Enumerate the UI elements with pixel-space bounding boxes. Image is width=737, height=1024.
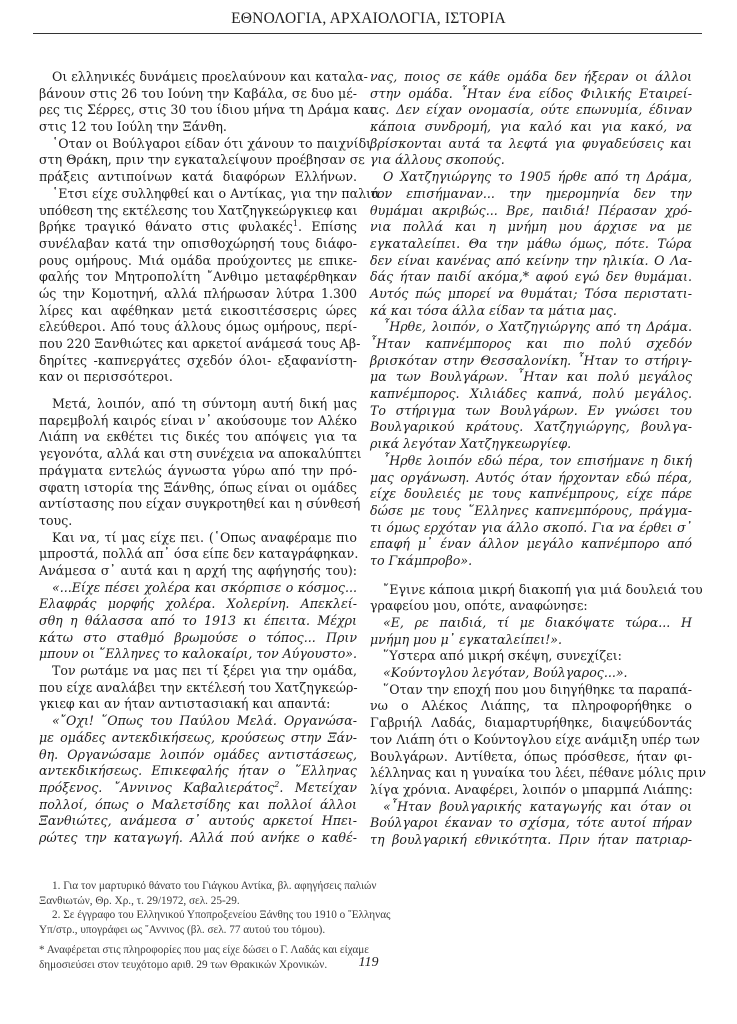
- text-line: Λιάπη να εκθέτει τις δικές του απόψεις για τα: [39, 429, 357, 445]
- quotation: [39, 713, 357, 847]
- quotation: [370, 169, 692, 319]
- quotation: [370, 319, 692, 453]
- text-line: στη Θράκη, πριν την εγκαταλείψουν προέβησαν σε: [39, 152, 365, 168]
- text-line: πράγματα εντελώς άγνωστα γύρω από την πρό-: [39, 462, 357, 478]
- text-line: ῞Υστερα από μικρή σκέψη, συνεχίζει:: [383, 648, 622, 664]
- text-line: Ο Χατζηγιώργης το 1905 ήρθε από τη Δράμα,: [383, 169, 692, 185]
- paragraph-gap: [39, 386, 357, 396]
- text-line: αντεκδικήσεως. Επικεφαλής ήταν ο ῞Ελληνας: [39, 763, 357, 779]
- text-line: ῞Οταν την εποχή που μου διηγήθηκε τα παραπά-: [383, 681, 692, 697]
- paragraph-gap: [370, 570, 692, 582]
- footnote-line: Ξανθιωτών, Θρ. Χρ., τ. 29/1972, σελ. 25-29.: [39, 894, 240, 907]
- text-line: θη. Οργανώσαμε λοιπόν ομάδες αντιστάσεως,: [39, 746, 357, 762]
- text-fragment: . Μετείχαν: [279, 779, 357, 795]
- quotation: [39, 580, 357, 663]
- text-line: Ξανθιώτες, ανάμεσα σ᾽ αυτούς αρκετοί Ηπει-: [39, 813, 357, 829]
- text-line: καπνέμπορος. Χιλιάδες καπνά, πολύ μεγάλος.: [370, 386, 692, 402]
- text-line: Τον ρωτάμε να μας πει τί ξέρει για την ομάδα,: [52, 663, 357, 679]
- text-line: μας οργάνωση. Αυτός όταν ήρχονταν εδώ πέρα,: [370, 469, 692, 485]
- text-line: βρισκόταν στην Θεσσαλονίκη. ῏Ηταν το στήριγ-: [370, 352, 692, 368]
- text-line: «...Είχε πέσει χολέρα και σκόρπισε ο κόσμος...: [52, 579, 357, 595]
- text-line: βρίσκονται αυτά τα λεφτά για φυγαδεύσεις και: [370, 135, 692, 151]
- running-title: ΕΘΝΟΛΟΓΙΑ, ΑΡΧΑΙΟΛΟΓΙΑ, ΙΣΤΟΡΙΑ: [231, 10, 506, 27]
- text-line: υπόθεση της εκτέλεσης του Χατζηγκεώργκιεφ και: [39, 202, 358, 218]
- text-line: «῎Οχι! ῞Οπως του Παύλου Μελά. Οργανώσα-: [52, 713, 357, 729]
- text-fragment: . Επίσης: [297, 219, 357, 235]
- text-line: κάποια συνδρομή, για καλό και για κακό, να: [370, 119, 692, 135]
- text-line: ρους ομήρους. Μιά ομάδα προύχοντες με επικε-: [39, 252, 357, 268]
- paragraph: [39, 396, 362, 530]
- footnote-line: 2. Σε έγγραφο του Ελληνικού Υποπροξενείου Ξάνθης του 1910 ο ῞Ελληνας: [52, 909, 391, 921]
- footnote-2: [39, 908, 539, 937]
- text-line: γεγονότα, αλλά και στη συνέχεια να αποκαλύπτει: [39, 446, 362, 462]
- text-line: αντίστασης που είχαν συγκροτηθεί και η σύνθεσή: [39, 496, 361, 512]
- paragraph: [370, 681, 707, 799]
- text-line: «Ε, ρε παιδιά, τί με διακόψατε τώρα... Η: [383, 615, 692, 630]
- text-line: γκιεφ και αν ήταν αντιστασιακή και απαντά:: [39, 696, 331, 712]
- text-line: Το στήριγμα των Βουλγάρων. Εν γνώσει του: [370, 402, 692, 418]
- quotation: [370, 799, 692, 849]
- text-line: νω ο Αλέκος Λιάπης, τα πληροφορήθηκε ο: [370, 698, 692, 714]
- text-line: που 220 Ξανθιώτες και αρκετοί ανάμεσά τους Αβ-: [39, 336, 361, 351]
- text-line: καν οι περισσότεροι.: [39, 369, 173, 385]
- text-line: ῏Ηρθε, λοιπόν, ο Χατζηγιώργης από τη Δράμα.: [383, 319, 692, 335]
- text-line: τον επισήμαναν... την ημερομηνία δεν την: [370, 185, 692, 201]
- right-column: [370, 69, 707, 849]
- footnote-mark[interactable]: 2: [274, 779, 280, 789]
- text-line: δάς ήταν παιδί ακόμα,* αφού εγώ δεν θυμάμαι.: [370, 269, 692, 285]
- paragraph: [39, 135, 372, 186]
- text-line: στην ομάδα. ῏Ηταν ένα είδος Φιλικής Εταιρεί-: [370, 85, 692, 101]
- paragraph: [370, 581, 703, 615]
- paragraph: [39, 185, 380, 386]
- paragraph: [39, 530, 357, 580]
- text-line: τη βουλγαρική εθνικότητα. Πριν ήταν πατριαρ-: [370, 831, 692, 847]
- text-line: Οι ελληνικές δυνάμεις προελαύνουν και καταλα-: [52, 69, 368, 84]
- text-line: Μετά, λοιπόν, από τη σύντομη αυτή δική μας: [52, 396, 357, 412]
- text-line: στις 12 του Ιούλη την Ξάνθη.: [39, 119, 227, 135]
- text-line: ελεύθεροι. Από τους άλλους όμως ομήρους, περί-: [39, 319, 357, 335]
- text-line: ῾Ετσι είχε συλληφθεί και ο Αντίκας, για την παλιά: [52, 185, 380, 201]
- text-line: μπουν οι ῞Ελληνες το καλοκαίρι, τον Αύγουστο».: [39, 646, 357, 662]
- text-line: σθη η θάλασσα από το 1913 κι έπειτα. Μέχρι: [39, 613, 357, 628]
- text-line: φαλής τον Μητροπολίτη ῎Ανθιμο μεταφέρθηκαν: [39, 269, 357, 285]
- footnote-line: δημοσιεύσει στον τευχότομο αριθ. 29 των Θρακικών Χρονικών.: [39, 958, 328, 971]
- left-column: [39, 69, 380, 847]
- text-line: τι όμως ερχόταν για άλλο σκοπό. Για να έρθει σ᾽: [370, 519, 692, 535]
- text-line: για άλλους σκοπούς.: [370, 152, 505, 168]
- text-fragment: πρόξενος. ῎Αννινος Καβαλιεράτος: [39, 779, 275, 795]
- text-line: Βούλγαροι έκαναν το σχίσμα, τότε αυτοί πήραν: [370, 815, 692, 831]
- text-line: δεν είναι κανένας από κείνην την ηλικία. Ο Λα-: [370, 252, 692, 268]
- text-line: είχε δουλειές με τους καπνέμπρους, είχε πάρε: [370, 486, 692, 502]
- text-line: συνέλαβαν κατά την οπισθοχώρησή τους διάφο-: [39, 235, 357, 251]
- footnote-1: [39, 879, 539, 908]
- text-line: επαφή μ᾽ έναν άλλον μεγάλο καπνέμπορο από: [370, 536, 692, 552]
- text-line: λίγα χρόνια. Αναφέρει, λοιπόν ο μπαρμπά Λιάπης:: [370, 781, 693, 797]
- footnote-mark[interactable]: 1: [292, 219, 298, 228]
- text-line: Και να, τί μας είχε πει. (῾Οπως αναφέραμε πιο: [52, 529, 357, 545]
- footnote-line: Υπ/στρ., υπογράφει ως ῎Αννινος (βλ. σελ. 77 αυτού του τόμου).: [39, 923, 326, 936]
- text-line: γραφείου μου, οπότε, αναφώνησε:: [370, 598, 588, 614]
- text-line: ας. Δεν είχαν ονομασία, ούτε επωνυμία, έδιναν: [370, 102, 692, 118]
- text-line: ῏Ηταν καπνέμπορος και πιο πολύ σχεδόν: [370, 336, 692, 351]
- text-line: Ελαφράς μορφής χολέρα. Χολερίνη. Απεκλεί-: [39, 596, 357, 612]
- text-line: νας, ποιος σε κάθε ομάδα δεν ήξεραν οι άλλοι: [370, 69, 692, 84]
- text-line: με ομάδες αντεκδικήσεως, κρούσεως στην Ξάν-: [39, 729, 357, 745]
- text-line: μνήμη μου μ᾽ εγκαταλείπει!».: [370, 631, 562, 647]
- text-line: Αυτός πώς μπορεί να θυμάται; Τόσα περιστατι-: [370, 285, 692, 301]
- text-line: δώσε με τους ῞Ελληνες καπνεμπόρους, πράγμα-: [370, 502, 692, 518]
- text-line: Βουλγαρικού κράτους. Χατζηγιώργης, βουλγα-: [370, 419, 692, 435]
- quotation: [370, 453, 692, 570]
- quotation: [370, 69, 692, 169]
- text-line: το Γκάμπροβο».: [370, 552, 473, 568]
- text-line: δηρίτες -καπνεργάτες σχεδόν όλοι- εξαφανίστη-: [39, 352, 357, 368]
- page-number: 119: [358, 955, 379, 970]
- paragraph: [370, 648, 692, 665]
- quotation: [370, 615, 692, 648]
- text-line: «῏Ηταν βουλγαρικής καταγωγής και όταν οι: [383, 798, 692, 814]
- text-line: Ανάμεσα σ᾽ αυτά και η αρχή της αφήγησής του):: [39, 562, 357, 578]
- text-line: εγκαταλείπει. Θα την μάθω όμως, πότε. Τώρα: [370, 235, 692, 251]
- text-line: ρες τις Σέρρες, στις 30 του ίδιου μήνα τη Δράμα και: [39, 102, 375, 118]
- footnote-line: 1. Για τον μαρτυρικό θάνατο του Γιάγκου Αντίκα, βλ. αφηγήσεις παλιών: [52, 880, 377, 892]
- text-line: λέλληνας και η γυναίκα του λέει, πέθανε μόλις πριν: [370, 765, 707, 781]
- text-line: Γαβριήλ Λαδάς, διαμαρτυρήθηκε, διαψεύδοντάς: [370, 715, 692, 731]
- text-line: «Κούντογλου λεγόταν, Βούλγαρος...».: [383, 665, 628, 681]
- paragraph: [39, 663, 357, 713]
- text-line: κάτω στο σταθμό βρωμούσε ο τόπος... Πριν: [39, 629, 357, 645]
- text-line: που είχε αναλάβει την εκτέλεσή του Χατζηγκεώρ-: [39, 679, 358, 695]
- footnote-line: * Αναφέρεται στις πληροφορίες που μας είχε δώσει ο Γ. Λαδάς και είχαμε: [39, 944, 369, 956]
- text-line: μα των Βουλγάρων. ῏Ηταν και πολύ μεγάλος: [370, 369, 692, 385]
- text-line: νια πολλά και η μνήμη μου άρχισε να με: [370, 219, 692, 235]
- text-line: Βουλγάρων. Αντίθετα, όπως πρόσθεσε, ήταν φι-: [370, 748, 692, 764]
- text-line: ρώτες την καταγωγή. Αλλά πού ανήκε ο καθέ-: [39, 829, 357, 845]
- text-line: λίρες και αφέθηκαν μετά εικοσιτέσσερις ώρες: [39, 302, 357, 318]
- text-line: σφατη ιστορία της Ξάνθης, όπως είναι οι ομάδες: [39, 479, 357, 495]
- text-line: θυμάμαι ακριβώς... Βρε, παιδιά! Πέρασαν χρό-: [370, 202, 692, 218]
- text-line: μπροστά, πολλά απ᾽ όσα είπε δεν καταγράφηκαν.: [39, 546, 359, 562]
- quotation: [370, 665, 692, 682]
- paragraph: [39, 69, 375, 136]
- text-line: ῏Ηρθε λοιπόν εδώ πέρα, τον επισήμανε η δική: [383, 452, 692, 468]
- text-line: [39, 780, 357, 797]
- text-line: [39, 219, 357, 236]
- text-line: πράξεις αντιποίνων κατά διαφόρων Ελλήνων.: [39, 169, 357, 185]
- text-line: ώς την Κομοτηνή, αλλά πλήρωσαν λύτρα 1.300: [39, 285, 357, 301]
- text-line: τον Λιάπη ότι ο Κούντογλου είχε ανάμιξη υπέρ των: [370, 731, 700, 747]
- text-line: πολλοί, όπως ο Μαλετσίδης και πολλοί άλλοι: [39, 796, 357, 812]
- text-line: τους.: [39, 512, 73, 528]
- text-line: ρικά λεγόταν Χατζηγκεωργίεφ.: [370, 436, 572, 452]
- text-line: ῾Οταν οι Βούλγαροι είδαν ότι χάνουν το παιχνίδι: [52, 135, 372, 151]
- text-line: ῎Εγινε κάποια μικρή διακοπή για μιά δουλειά του: [383, 581, 703, 597]
- text-line: παρεμβολή καιρός είναι ν᾽ ακούσουμε τον Αλέκο: [39, 412, 357, 428]
- text-line: βάνουν στις 26 του Ιούνη την Καβάλα, σε δυο μέ-: [39, 85, 357, 101]
- text-line: κά και τόσα άλλα είδαν τα μάτια μας.: [370, 302, 617, 318]
- text-fragment: βρήκε τραγικό θάνατο στις φυλακές: [39, 219, 293, 235]
- header-rule: [33, 33, 702, 34]
